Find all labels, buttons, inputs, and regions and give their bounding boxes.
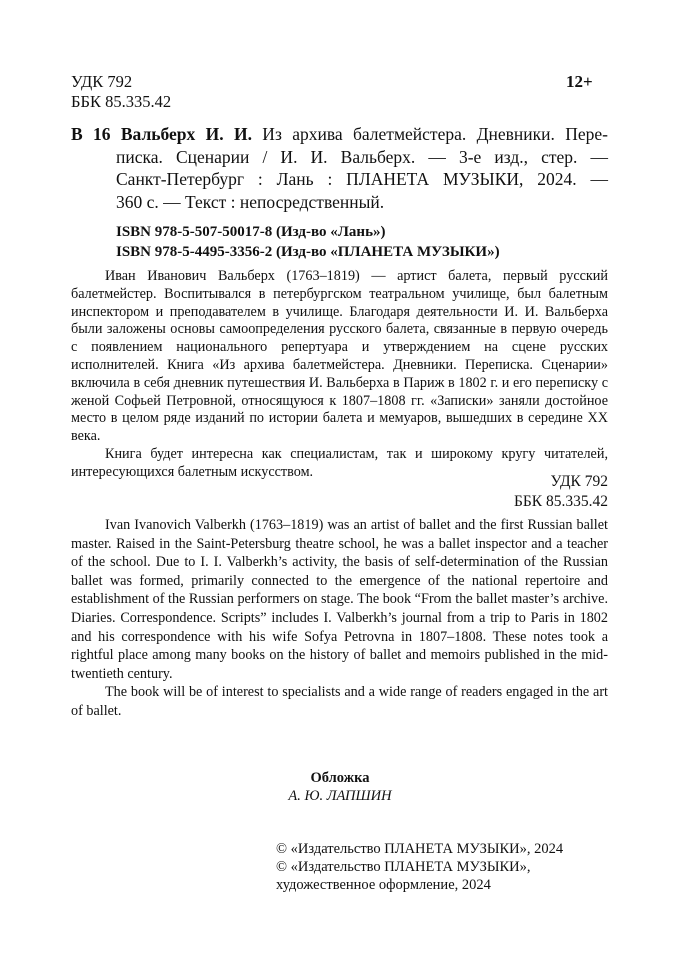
classification-codes-right — [514, 472, 608, 512]
biblio-line-text: Из архива балетмейстера. Дневники. Пере- — [251, 124, 608, 144]
biblio-line: писка. Сценарии / И. И. Вальберх. — 3-е изд., стер. — — [116, 146, 608, 167]
annotation-paragraph: Ivan Ivanovich Valberkh (1763–1819) was an artist of ballet and the first Russian ballet master. Raised in the Saint-Petersburg theatre school, he was a ballet inspector and a teacher of the school. Due to I. I. Valberkh’s activity, the basis of self-determination of the Russian ballet was formed, primarily connected to the emergence of the national repertoire and establishment of the Russian performers on stage. The book “From the ballet master’s archive. Diaries. Correspondence. Scripts” includes I. Valberkh’s journal from a trip to Paris in 1802 and his correspondence with his wife Sofya Petrovna in 1807–1808. These notes took a rightful place among many books on the history of ballet and memoirs published in the mid-twentieth century. — [71, 517, 608, 682]
udk-code: УДК 792 — [71, 72, 133, 91]
classification-codes — [71, 72, 171, 112]
biblio-line: Санкт-Петербург : Лань : ПЛАНЕТА МУЗЫКИ, 2024. — — [116, 169, 608, 189]
biblio-line: 360 с. — Текст : непосредственный. — [116, 191, 385, 212]
author-heading: В 16 Вальберх И. И. — [71, 124, 252, 144]
bbk-code: ББК 85.335.42 — [71, 92, 172, 111]
copyright-line: художественное оформление, 2024 — [276, 877, 491, 893]
annotation-paragraph: The book will be of interest to specialists and a wide range of readers engaged in the art of ballet. — [71, 684, 608, 719]
annotation-paragraph: Книга будет интересна как специалистам, так и широкому кругу читателей, интересующихся балетным искусством. — [71, 445, 608, 480]
cover-credit — [285, 769, 395, 805]
bibliographic-record — [71, 123, 608, 213]
bbk-code: ББК 85.335.42 — [513, 493, 608, 510]
copyright-line: © «Издательство ПЛАНЕТА МУЗЫКИ», 2024 — [276, 841, 564, 857]
annotation-russian — [71, 268, 608, 482]
copyright-block — [276, 840, 563, 894]
isbn-planeta: ISBN 978-5-4495-3356-2 (Изд-во «ПЛАНЕТА МУЗЫКИ») — [116, 244, 500, 260]
annotation-english — [71, 516, 608, 721]
biblio-line — [71, 123, 608, 146]
cover-artist-name: А. Ю. ЛАПШИН — [288, 788, 392, 804]
cover-heading: Обложка — [310, 770, 370, 786]
isbn-lan: ISBN 978-5-507-50017-8 (Изд-во «Лань») — [116, 224, 386, 240]
isbn-block — [116, 222, 500, 262]
copyright-line: © «Издательство ПЛАНЕТА МУЗЫКИ», — [276, 859, 531, 875]
annotation-paragraph: Иван Иванович Вальберх (1763–1819) — артист балета, первый русский балетмейстер. Воспитывался в петербургском театральном училище, был балетным инспектором и преподавателем в училище. Благодаря деятельности И. И. Вальберха были заложены основы самоопределения русского балета, связанные в первую очередь с появлением национального репертуара и утверждением на сцене русских исполнителей. Книга «Из архива балетмейстера. Дневники. Переписка. Сценарии» включила в себя дневник путешествия И. Вальберха в Париж в 1802 г. и его переписку с женой Софьей Петровной, относящуюся к 1807–1808 гг. «Записки» заняли достойное место в целом ряде изданий по истории балета и мемуаров, вышедших в середине XX века. — [71, 268, 608, 445]
udk-code: УДК 792 — [550, 473, 608, 490]
age-rating: 12+ — [566, 72, 593, 91]
